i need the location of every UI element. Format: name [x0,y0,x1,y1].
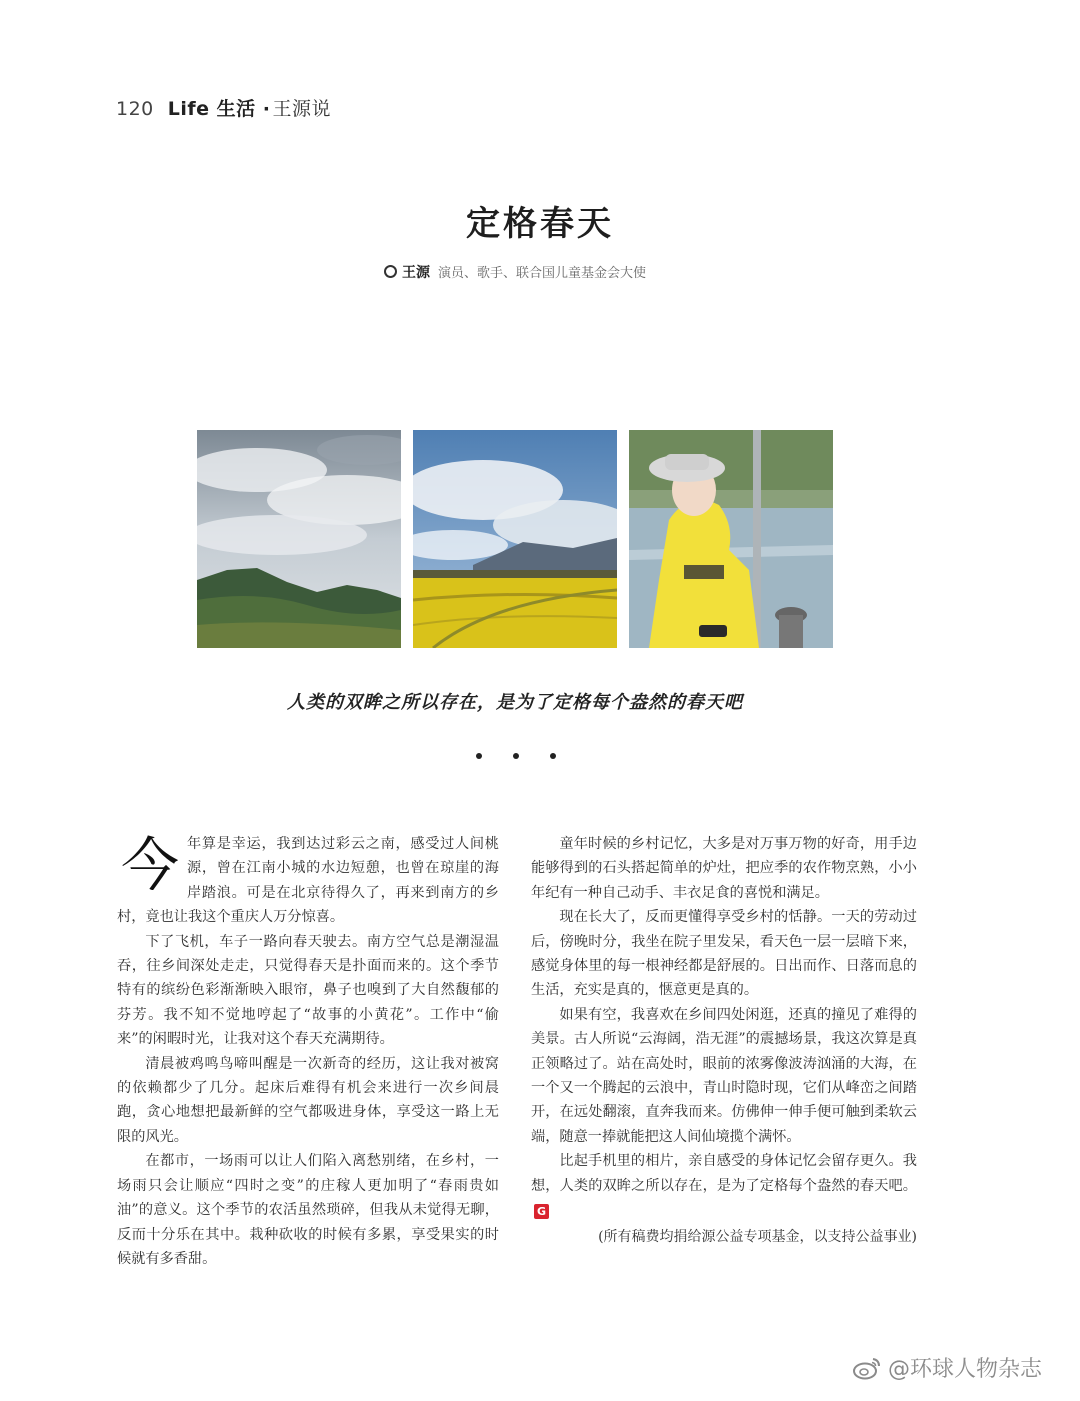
page-number: 120 [116,98,154,120]
author-name: 王源 [401,265,430,281]
photo-person-yellow-hoodie [629,430,833,648]
article-title: 定格春天 [466,204,614,244]
donation-note: (所有稿费均捐给源公益专项基金，以支持公益事业) [598,1228,917,1245]
running-head [116,94,331,121]
body-column-left [117,832,499,1271]
byline-circle-icon [384,265,397,278]
paragraph-text: 比起手机里的相片，亲自感受的身体记忆会留存更久。我想，人类的双眸之所以存在，是为了定格每个盎然的春天吧。 [531,1153,917,1194]
section-label: Life 生活 · [167,98,271,120]
photo-canola-field [413,430,617,648]
paragraph: 在都市，一场雨可以让人们陷入离愁别绪，在乡村，一场雨只会让顺应“四时之变”的庄稼人更加明了“春雨贵如油”的意义。这个季节的农活虽然琐碎，但我从未觉得无聊，反而十分乐在其中。栽种砍收的时候有多累，享受果实的时候就有多香甜。 [117,1153,499,1267]
dot [476,753,482,759]
paragraph: 清晨被鸡鸣鸟啼叫醒是一次新奇的经历，这让我对被窝的依赖都少了几分。起床后难得有机会来进行一次乡间晨跑，贪心地想把最新鲜的空气都吸进身体，享受这一路上无限的风光。 [117,1055,499,1145]
byline [0,262,1030,282]
paragraph: 下了飞机，车子一路向春天驶去。南方空气总是潮湿温吞，往乡间深处走走，只觉得春天是扑面而来的。这个季节特有的缤纷色彩渐渐映入眼帘，鼻子也嗅到了大自然馥郁的芬芳。我不知不觉地哼起了“故事的小黄花”。工作中“偷来”的闲暇时光，让我对这个春天充满期待。 [117,933,499,1048]
end-mark-icon: G [534,1204,549,1219]
watermark-text: @环球人物杂志 [887,1357,1042,1382]
paragraph [117,832,499,930]
ornament-dots [476,753,556,759]
paragraph: 童年时候的乡村记忆，大多是对万事万物的好奇，用手边能够得到的石头搭起简单的炉灶，把应季的农作物烹熟，小小年纪有一种自己动手、丰衣足食的喜悦和满足。 [531,836,917,901]
column-label: 王源说 [272,98,332,120]
dot [513,753,519,759]
paragraph-text: 年算是幸运，我到达过彩云之南，感受过人间桃源，曾在江南小城的水边短憩，也曾在琼崖的海岸踏浪。可是在北京待得久了，再来到南方的乡村，竟也让我这个重庆人万分惊喜。 [117,836,499,926]
body-column-right [531,832,917,1249]
photo-cloudy-mountains [197,430,401,648]
dot [550,753,556,759]
author-description: 演员、歌手、联合国儿童基金会大使 [437,266,646,281]
pull-quote: 人类的双眸之所以存在，是为了定格每个盎然的春天吧 [287,692,743,713]
watermark [852,1352,1042,1383]
paragraph: 如果有空，我喜欢在乡间四处闲逛，还真的撞见了难得的美景。古人所说“云海阔，浩无涯”的震撼场景，我这次算是真正领略过了。站在高处时，眼前的浓雾像波涛汹涌的大海，在一个又一个腾起的云浪中，青山时隐时现，它们从峰峦之间踏开，在远处翻滚，直奔我而来。仿佛伸一伸手便可触到柔软云端，随意一捧就能把这人间仙境揽个满怀。 [531,1006,917,1145]
paragraph [531,1149,917,1222]
drop-cap: 今 [120,831,179,899]
paragraph: 现在长大了，反而更懂得享受乡村的恬静。一天的劳动过后，傍晚时分，我坐在院子里发呆，看天色一层一层暗下来，感觉身体里的每一根神经都是舒展的。日出而作、日落而息的生活，充实是真的，惬意更是真的。 [531,909,917,999]
weibo-icon [852,1356,882,1380]
photo-strip [197,430,833,648]
